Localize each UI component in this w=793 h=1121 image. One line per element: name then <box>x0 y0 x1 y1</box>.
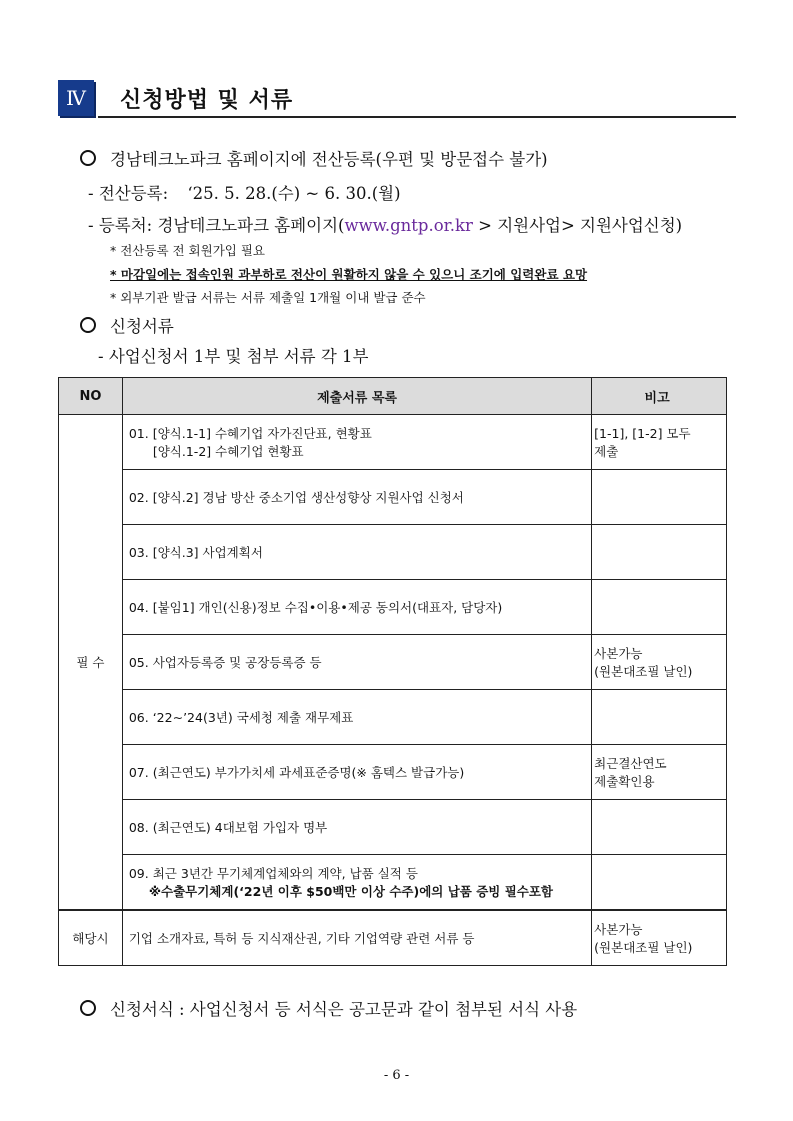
note-cell <box>592 690 727 745</box>
documents-sub: - 사업신청서 1부 및 첨부 서류 각 1부 <box>98 347 369 366</box>
table-row <box>59 745 727 800</box>
documents-title <box>80 313 174 337</box>
table-row-optional <box>59 910 727 966</box>
site-url-link[interactable]: www.gntp.or.kr <box>344 216 473 235</box>
note-text: [1-1], [1-2] 모두 <box>594 426 691 441</box>
item-cell: 기업 소개자료, 특허 등 지식재산권, 기타 기업역량 관련 서류 등 <box>122 910 591 966</box>
site-path: > 지원사업> 지원사업신청) <box>472 216 683 235</box>
period-line <box>88 180 401 204</box>
table-row <box>59 690 727 745</box>
required-label: 필 수 <box>59 415 123 911</box>
period-label: - 전산등록: <box>88 184 169 203</box>
section-header <box>58 78 736 118</box>
item-cell: 08. (최근연도) 4대보험 가입자 명부 <box>122 800 591 855</box>
note-text-line2: (원본대조필 날인) <box>594 940 693 955</box>
table-row <box>59 525 727 580</box>
note-text-line2: 제출확인용 <box>594 774 655 789</box>
table-row <box>59 580 727 635</box>
section-number-badge: Ⅳ <box>58 80 94 116</box>
note-cell <box>592 910 727 966</box>
note-text: 최근결산연도 <box>594 756 667 771</box>
note-cell <box>592 800 727 855</box>
item-cell: 07. (최근연도) 부가가치세 과세표준증명(※ 홈텍스 발급가능) <box>122 745 591 800</box>
note-cell <box>592 635 727 690</box>
item-text-line2: [양식.1-2] 수혜기업 현황표 <box>152 444 304 459</box>
item-text-line2: ※수출무기체계(‘22년 이후 $50백만 이상 수주)에의 납품 증빙 필수포함 <box>148 884 554 899</box>
method-main-text: 경남테크노파크 홈페이지에 전산등록(우편 및 방문접수 불가) <box>110 150 548 169</box>
item-cell <box>122 415 591 470</box>
table-row <box>59 415 727 470</box>
note-deadline-warning: * 마감일에는 접속인원 과부하로 전산이 원활하지 않을 수 있으니 조기에 입력완료 요망 <box>110 267 588 282</box>
note-cell <box>592 855 727 911</box>
form-note <box>80 996 577 1020</box>
method-main <box>80 146 548 170</box>
note-text-line2: 제출 <box>594 444 619 459</box>
note-signup: * 전산등록 전 회원가입 필요 <box>110 243 265 258</box>
header-list: 제출서류 목록 <box>122 378 591 415</box>
period-value: ‘25. 5. 28.(수) ~ 6. 30.(월) <box>187 184 401 203</box>
note-text: 사본가능 <box>594 646 643 661</box>
circle-bullet-icon <box>80 150 96 166</box>
item-text: 01. [양식.1-1] 수혜기업 자가진단표, 현황표 <box>128 426 372 441</box>
documents-table <box>58 377 727 966</box>
note-cell <box>592 415 727 470</box>
table-row <box>59 635 727 690</box>
item-cell: 05. 사업자등록증 및 공장등록증 등 <box>122 635 591 690</box>
note-cell <box>592 580 727 635</box>
item-cell: 02. [양식.2] 경남 방산 중소기업 생산성향상 지원사업 신청서 <box>122 470 591 525</box>
note-cell <box>592 525 727 580</box>
circle-bullet-icon <box>80 1000 96 1016</box>
note-text-line2: (원본대조필 날인) <box>594 664 693 679</box>
item-cell <box>122 855 591 911</box>
table-row <box>59 800 727 855</box>
site-label: - 등록처: 경남테크노파크 홈페이지( <box>88 216 345 235</box>
circle-bullet-icon <box>80 317 96 333</box>
item-cell: 06. ‘22∼’24(3년) 국세청 제출 재무제표 <box>122 690 591 745</box>
note-text: 사본가능 <box>594 922 643 937</box>
form-note-text: 신청서식 : 사업신청서 등 서식은 공고문과 같이 첨부된 서식 사용 <box>110 1000 578 1019</box>
section-title: 신청방법 및 서류 <box>120 88 294 113</box>
table-row <box>59 855 727 911</box>
note-issue-date: * 외부기관 발급 서류는 서류 제출일 1개월 이내 발급 준수 <box>110 290 426 305</box>
item-cell: 03. [양식.3] 사업계획서 <box>122 525 591 580</box>
table-row <box>59 470 727 525</box>
section-divider <box>98 116 736 118</box>
item-text: 09. 최근 3년간 무기체계업체와의 계약, 납품 실적 등 <box>128 866 418 881</box>
documents-title-text: 신청서류 <box>110 317 174 336</box>
note-cell <box>592 470 727 525</box>
page-number: - 6 - <box>383 1068 410 1083</box>
note-cell <box>592 745 727 800</box>
optional-label: 해당시 <box>59 910 123 966</box>
item-cell: 04. [붙임1] 개인(신용)정보 수집•이용•제공 동의서(대표자, 담당자) <box>122 580 591 635</box>
site-line <box>88 212 682 236</box>
header-note: 비고 <box>592 378 727 415</box>
table-header-row <box>59 378 727 415</box>
header-no: NO <box>59 378 123 415</box>
